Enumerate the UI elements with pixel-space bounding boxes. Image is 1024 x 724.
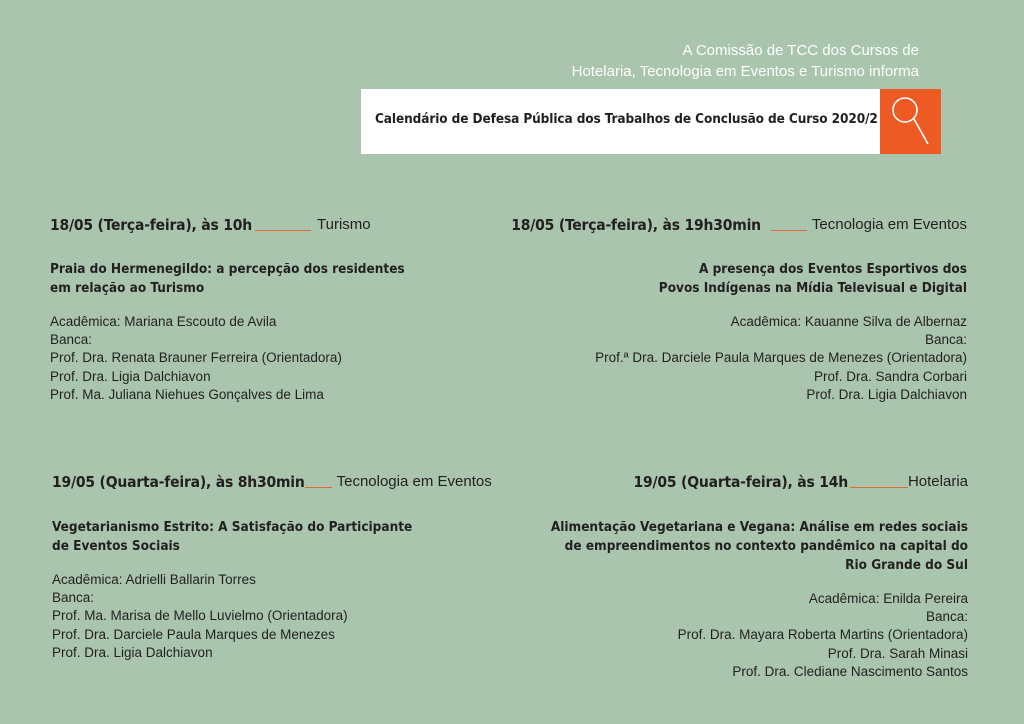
student-name: Acadêmica: Kauanne Silva de Albernaz bbox=[730, 314, 967, 329]
committee-member: Prof. Ma. Marisa de Mello Luvielmo (Orientadora) bbox=[52, 608, 348, 624]
session-course: Tecnologia em Eventos bbox=[336, 472, 492, 490]
committee bbox=[50, 313, 405, 404]
student-name: Acadêmica: Enilda Pereira bbox=[808, 591, 968, 606]
search-icon bbox=[888, 94, 934, 150]
committee-member: Prof. Dra. Ligia Dalchiavon bbox=[806, 386, 967, 402]
banca-label: Banca: bbox=[52, 590, 95, 606]
intro-line: Hotelaria, Tecnologia em Eventos e Turismo informa bbox=[571, 63, 919, 80]
title-line: de empreendimentos no contexto pandêmico na capital do bbox=[564, 538, 968, 554]
divider bbox=[305, 487, 332, 488]
banca-label: Banca: bbox=[50, 332, 93, 348]
session-header bbox=[511, 212, 967, 234]
session-header bbox=[50, 212, 405, 234]
divider bbox=[850, 487, 908, 488]
divider bbox=[771, 230, 807, 231]
session-course: Tecnologia em Eventos bbox=[811, 215, 967, 233]
committee-member: Prof. Dra. Ligia Dalchiavon bbox=[50, 368, 211, 384]
committee-member: Prof. Dra. Mayara Roberta Martins (Orientadora) bbox=[677, 627, 968, 643]
committee-member: Prof. Ma. Juliana Niehues Gonçalves de Lima bbox=[50, 386, 324, 402]
search-button[interactable] bbox=[880, 89, 941, 154]
title-line: de Eventos Sociais bbox=[52, 538, 180, 554]
thesis-title bbox=[511, 260, 967, 298]
session-header bbox=[551, 469, 968, 491]
session-course: Turismo bbox=[317, 215, 371, 233]
thesis-title bbox=[52, 518, 492, 556]
title-line: A presença dos Eventos Esportivos dos bbox=[698, 261, 967, 277]
session-date: 18/05 (Terça-feira), às 19h30min bbox=[511, 215, 761, 234]
session-date: 18/05 (Terça-feira), às 10h bbox=[50, 215, 252, 234]
title-banner bbox=[361, 89, 880, 154]
committee-member: Prof. Dra. Darciele Paula Marques de Menezes bbox=[52, 626, 335, 642]
title-line: Praia do Hermenegildo: a percepção dos residentes bbox=[50, 261, 405, 277]
thesis-title bbox=[50, 260, 405, 298]
title-line: Alimentação Vegetariana e Vegana: Análise em redes sociais bbox=[550, 519, 968, 535]
title-line: Povos Indígenas na Mídia Televisual e Digital bbox=[658, 280, 967, 296]
banca-label: Banca: bbox=[924, 332, 967, 348]
committee-member: Prof. Dra. Sarah Minasi bbox=[827, 645, 968, 661]
student-name: Acadêmica: Mariana Escouto de Avila bbox=[50, 314, 277, 329]
session-course: Hotelaria bbox=[907, 472, 968, 490]
title-line: em relação ao Turismo bbox=[50, 280, 205, 296]
session-date: 19/05 (Quarta-feira), às 8h30min bbox=[52, 472, 305, 491]
defense-session bbox=[511, 212, 967, 404]
intro-text bbox=[419, 40, 919, 82]
title-line: Rio Grande do Sul bbox=[845, 557, 968, 573]
committee-member: Prof. Dra. Clediane Nascimento Santos bbox=[732, 663, 968, 679]
session-header bbox=[52, 469, 492, 491]
committee bbox=[511, 313, 967, 404]
intro-line: A Comissão de TCC dos Cursos de bbox=[682, 42, 919, 59]
committee-member: Prof.ª Dra. Darciele Paula Marques de Menezes (Orientadora) bbox=[595, 350, 967, 366]
defense-session bbox=[52, 469, 492, 662]
committee bbox=[52, 571, 492, 662]
committee-member: Prof. Dra. Renata Brauner Ferreira (Orientadora) bbox=[50, 350, 342, 366]
defense-session bbox=[50, 212, 405, 404]
session-date: 19/05 (Quarta-feira), às 14h bbox=[633, 472, 848, 491]
title-line: Vegetarianismo Estrito: A Satisfação do Participante bbox=[52, 519, 413, 535]
committee-member: Prof. Dra. Ligia Dalchiavon bbox=[52, 644, 213, 660]
thesis-title bbox=[551, 518, 968, 575]
committee bbox=[551, 590, 968, 681]
committee-member: Prof. Dra. Sandra Corbari bbox=[813, 368, 967, 384]
banca-label: Banca: bbox=[925, 609, 968, 625]
student-name: Acadêmica: Adrielli Ballarin Torres bbox=[52, 572, 256, 587]
divider bbox=[255, 230, 311, 231]
page-title: Calendário de Defesa Pública dos Trabalhos de Conclusão de Curso 2020/2 bbox=[375, 111, 878, 127]
defense-session bbox=[551, 469, 968, 681]
